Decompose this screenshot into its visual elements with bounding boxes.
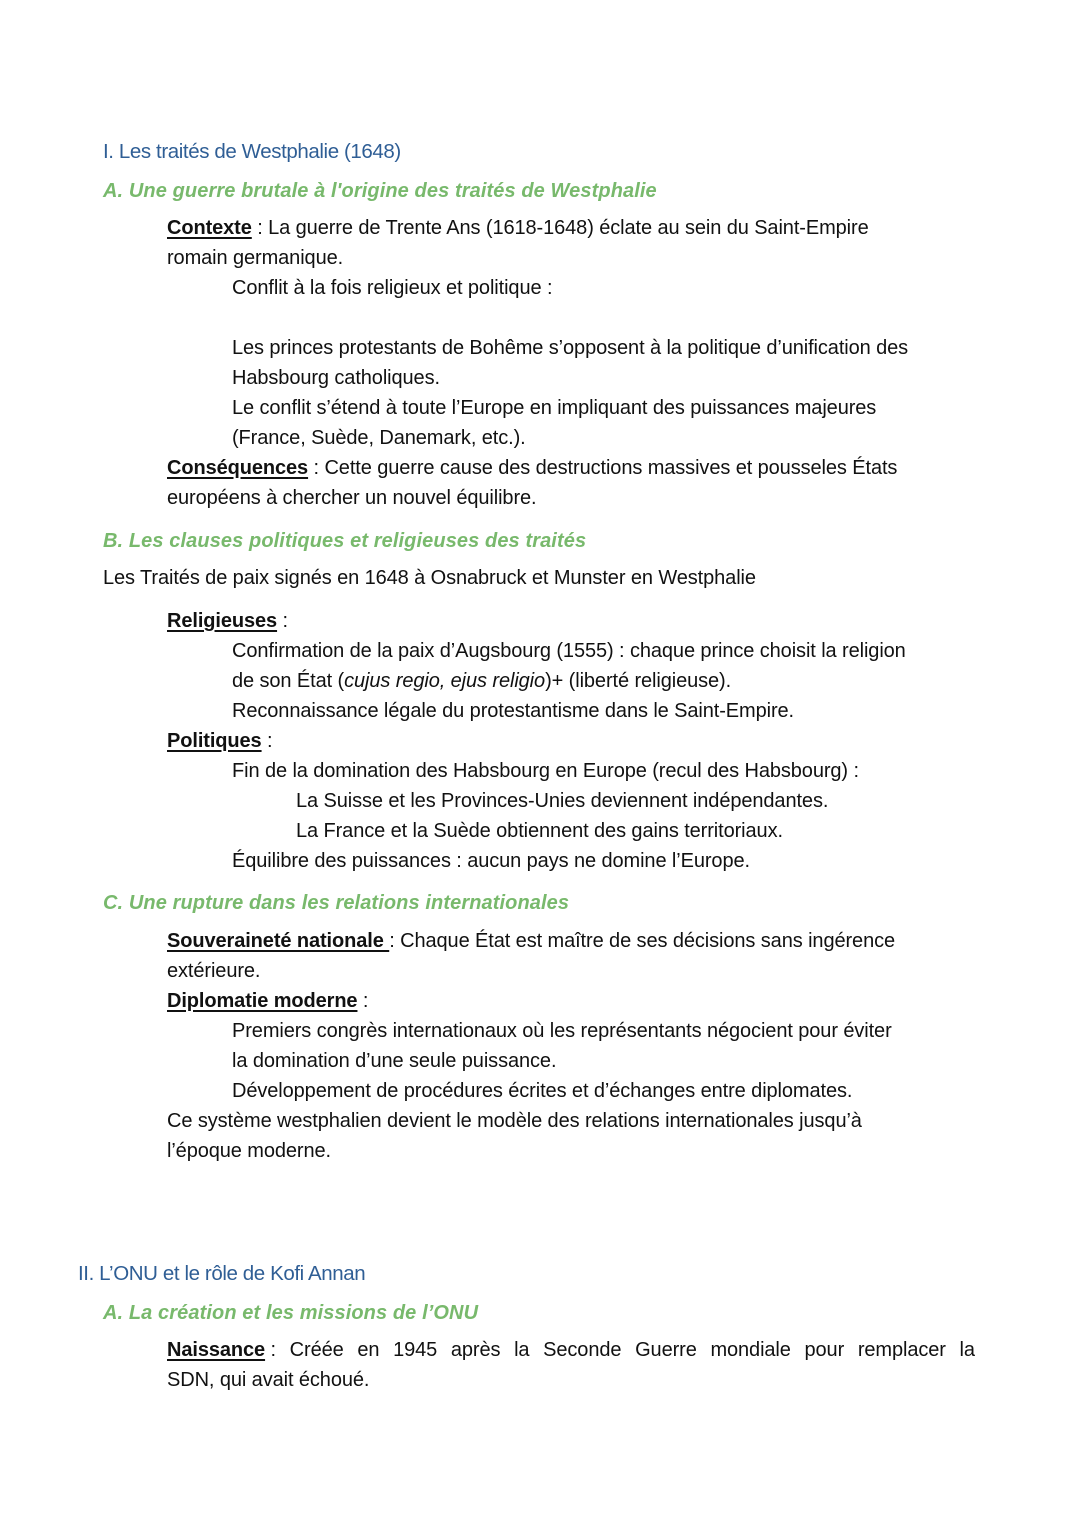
- souverainete-text: : Chaque État est maître de ses décisions sans ingérence: [389, 930, 896, 952]
- religieuses-colon: :: [277, 610, 288, 632]
- conflit-line: Conflit à la fois religieux et politique :: [232, 277, 553, 299]
- naissance-word: Seconde: [543, 1339, 622, 1361]
- souverainete-line2: extérieure.: [167, 960, 261, 982]
- france-suede-line: La France et la Suède obtiennent des gains territoriaux.: [296, 820, 783, 842]
- contexte-paragraph-line1: [167, 213, 869, 243]
- section-2-title: II. L’ONU et le rôle de Kofi Annan: [78, 1262, 366, 1285]
- section-1b-title: B. Les clauses politiques et religieuses des traités: [103, 530, 587, 552]
- naissance-word: pour: [804, 1339, 845, 1361]
- naissance-term: Naissance: [167, 1339, 266, 1361]
- consequences-paragraph-line1: [167, 453, 897, 483]
- bullet-bohemia-line1: Les princes protestants de Bohême s’opposent à la politique d’unification des: [232, 337, 909, 359]
- politiques-term: Politiques: [167, 730, 262, 752]
- politiques-colon: :: [261, 730, 273, 752]
- naissance-word: 1945: [393, 1339, 438, 1361]
- naissance-line2: SDN, qui avait échoué.: [167, 1369, 370, 1391]
- religieuses-heading: [167, 606, 288, 636]
- contexte-text: : La guerre de Trente Ans (1618-1648) éclate au sein du Saint-Empire: [251, 217, 869, 239]
- procedures-line: Développement de procédures écrites et d’échanges entre diplomates.: [232, 1080, 853, 1102]
- naissance-word: Créée: [289, 1339, 344, 1361]
- diplomatie-heading: [167, 986, 368, 1016]
- naissance-lead: [167, 1335, 276, 1365]
- consequences-paragraph-line2: européens à chercher un nouvel équilibre.: [167, 487, 537, 509]
- naissance-word: en: [357, 1339, 380, 1361]
- contexte-term: Contexte: [167, 217, 252, 239]
- consequences-term: Conséquences: [167, 457, 309, 479]
- naissance-word: remplacer: [857, 1339, 946, 1361]
- naissance-word: la: [959, 1339, 975, 1361]
- consequences-text: : Cette guerre cause des destructions massives et pousseles États: [308, 457, 898, 479]
- conclusion-line2: l’époque moderne.: [167, 1140, 331, 1162]
- naissance-word: après: [450, 1339, 501, 1361]
- politiques-heading: [167, 726, 273, 756]
- habsbourg-decline-line: Fin de la domination des Habsbourg en Europe (recul des Habsbourg) :: [232, 760, 859, 782]
- bullet-bohemia-line2: Habsbourg catholiques.: [232, 367, 440, 389]
- suisse-line: La Suisse et les Provinces-Unies deviennent indépendantes.: [296, 790, 829, 812]
- naissance-word: Guerre: [635, 1339, 697, 1361]
- conclusion-line1: Ce système westphalien devient le modèle des relations internationales jusqu’à: [167, 1110, 862, 1132]
- augsbourg-line2: [232, 666, 731, 696]
- protestantism-line: Reconnaissance légale du protestantisme dans le Saint-Empire.: [232, 700, 794, 722]
- bullet-europe-line1: Le conflit s’étend à toute l’Europe en impliquant des puissances majeures: [232, 397, 877, 419]
- souverainete-term: Souveraineté nationale: [167, 930, 390, 952]
- contexte-paragraph-line2: romain germanique.: [167, 247, 344, 269]
- diplomatie-term: Diplomatie moderne: [167, 990, 358, 1012]
- section-1-title: I. Les traités de Westphalie (1648): [103, 140, 401, 163]
- souverainete-line1: [167, 926, 895, 956]
- naissance-line1: [167, 1335, 975, 1365]
- congres-line2: la domination d’une seule puissance.: [232, 1050, 557, 1072]
- religieuses-term: Religieuses: [167, 610, 278, 632]
- naissance-word: mondiale: [710, 1339, 791, 1361]
- naissance-word: :: [265, 1339, 276, 1361]
- augsbourg-line1: Confirmation de la paix d’Augsbourg (1555) : chaque prince choisit la religion: [232, 640, 906, 662]
- treaties-intro: Les Traités de paix signés en 1648 à Osnabruck et Munster en Westphalie: [103, 567, 756, 589]
- naissance-word: la: [514, 1339, 530, 1361]
- equilibre-line: Équilibre des puissances : aucun pays ne domine l’Europe.: [232, 850, 750, 872]
- section-1a-title: A. Une guerre brutale à l'origine des traités de Westphalie: [103, 180, 657, 202]
- augsbourg-text-pre: de son État (: [232, 670, 345, 692]
- latin-phrase: cujus regio, ejus religio: [344, 670, 546, 692]
- bullet-europe-line2: (France, Suède, Danemark, etc.).: [232, 427, 526, 449]
- augsbourg-text-post: )+ (liberté religieuse).: [545, 670, 732, 692]
- section-2a-title: A. La création et les missions de l’ONU: [103, 1302, 479, 1324]
- section-1c-title: C. Une rupture dans les relations internationales: [103, 892, 570, 914]
- congres-line1: Premiers congrès internationaux où les représentants négocient pour éviter: [232, 1020, 892, 1042]
- diplomatie-colon: :: [357, 990, 369, 1012]
